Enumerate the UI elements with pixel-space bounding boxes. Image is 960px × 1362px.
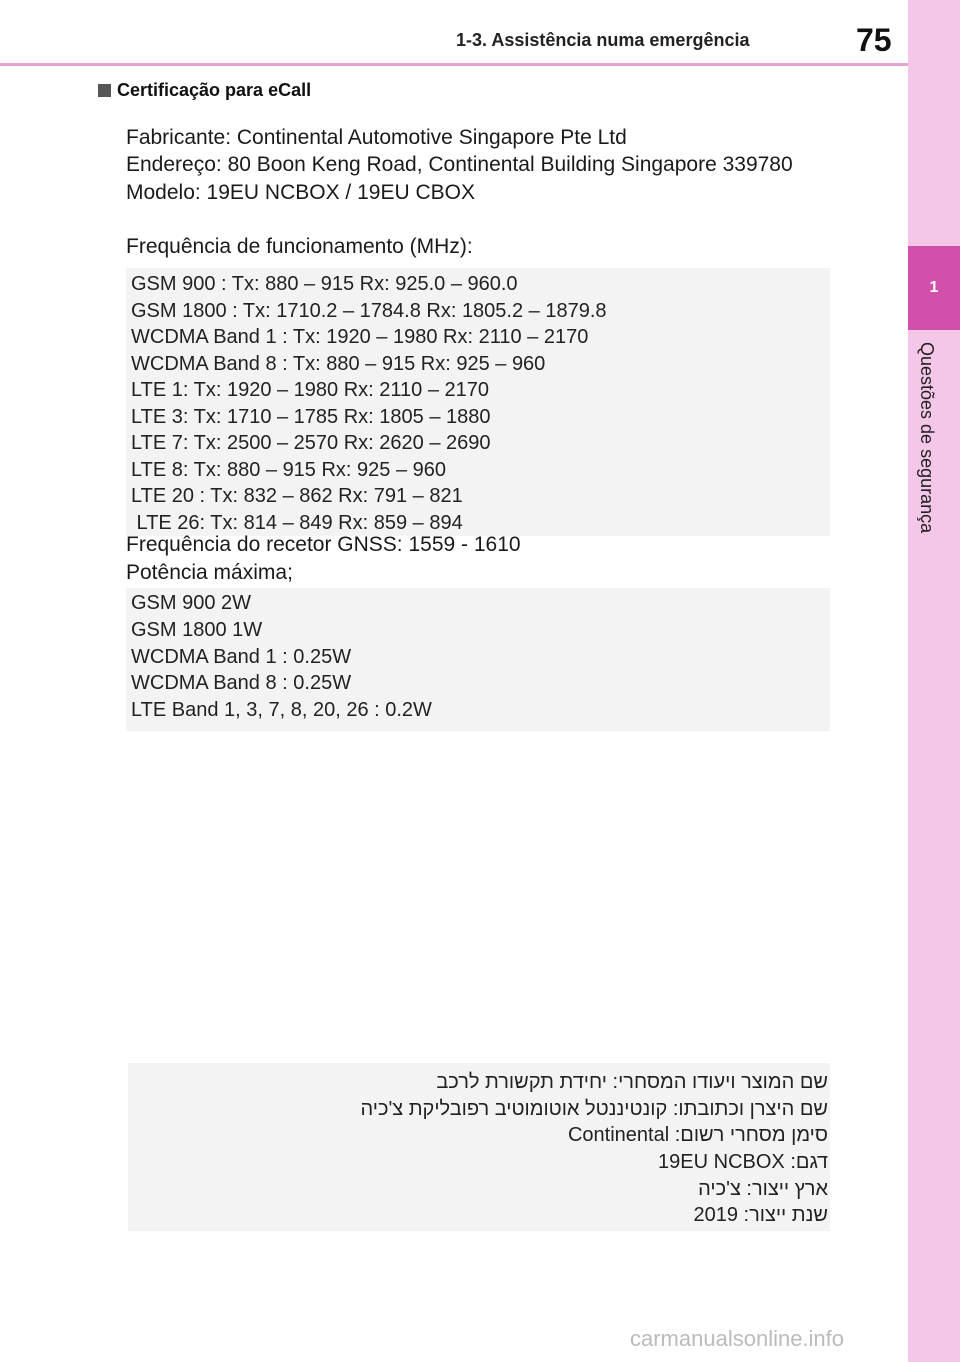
- frequency-row: GSM 1800 : Tx: 1710.2 – 1784.8 Rx: 1805.2 – 1879.8: [131, 300, 607, 322]
- power-row: LTE Band 1, 3, 7, 8, 20, 26 : 0.2W: [131, 699, 432, 721]
- hebrew-line: שנת ייצור: 2019: [693, 1204, 828, 1226]
- power-row: GSM 1800 1W: [131, 619, 263, 641]
- frequency-row: GSM 900 : Tx: 880 – 915 Rx: 925.0 – 960.0: [131, 273, 518, 295]
- hebrew-line: סימן מסחרי רשום: Continental: [567, 1124, 828, 1146]
- power-row: WCDMA Band 1 : 0.25W: [131, 646, 352, 668]
- chapter-label: Questões de segurança: [917, 342, 937, 534]
- hebrew-line: שם המוצר ויעודו המסחרי: יחידת תקשורת לרכב: [436, 1071, 828, 1093]
- frequency-row: WCDMA Band 8 : Tx: 880 – 915 Rx: 925 – 960: [131, 353, 546, 375]
- chapter-number-badge[interactable]: 1: [908, 246, 960, 330]
- frequency-row: LTE 3: Tx: 1710 – 1785 Rx: 1805 – 1880: [131, 406, 491, 428]
- gnss-line: Frequência do recetor GNSS: 1559 - 1610: [126, 533, 521, 556]
- hebrew-certification-box: [128, 1063, 830, 1231]
- power-table: [126, 588, 830, 731]
- square-bullet-icon: [98, 84, 111, 97]
- hebrew-line: דגם: 19EU NCBOX: [658, 1151, 828, 1173]
- frequency-row: LTE 1: Tx: 1920 – 1980 Rx: 2110 – 2170: [131, 379, 490, 401]
- hebrew-line: ארץ ייצור: צ'כיה: [698, 1178, 828, 1200]
- max-power-label: Potência máxima;: [126, 561, 293, 584]
- frequency-label: Frequência de funcionamento (MHz):: [126, 235, 473, 258]
- address-line: Endereço: 80 Boon Keng Road, Continental Building Singapore 339780: [126, 153, 793, 176]
- frequency-table: [126, 268, 830, 536]
- frequency-row: WCDMA Band 1 : Tx: 1920 – 1980 Rx: 2110 – 2170: [131, 326, 589, 348]
- section-heading: [98, 80, 311, 101]
- chapter-title: 1-3. Assistência numa emergência: [456, 30, 750, 50]
- page-header: [0, 0, 908, 66]
- manufacturer-line: Fabricante: Continental Automotive Singapore Pte Ltd: [126, 126, 627, 149]
- model-line: Modelo: 19EU NCBOX / 19EU CBOX: [126, 181, 475, 204]
- watermark: carmanualsonline.info: [630, 1326, 845, 1351]
- frequency-row: LTE 26: Tx: 814 – 849 Rx: 859 – 894: [131, 512, 463, 534]
- frequency-row: LTE 20 : Tx: 832 – 862 Rx: 791 – 821: [131, 485, 463, 507]
- page-number: 75: [856, 22, 892, 58]
- power-row: WCDMA Band 8 : 0.25W: [131, 672, 352, 694]
- frequency-row: LTE 7: Tx: 2500 – 2570 Rx: 2620 – 2690: [131, 432, 491, 454]
- power-row: GSM 900 2W: [131, 592, 252, 614]
- hebrew-line: שם היצרן וכתובתו: קונטיננטל אוטומוטיב רפובליקת צ'כיה: [360, 1098, 828, 1120]
- side-tab: [908, 0, 960, 1362]
- frequency-row: LTE 8: Tx: 880 – 915 Rx: 925 – 960: [131, 459, 447, 481]
- section-heading-text: Certificação para eCall: [117, 80, 312, 100]
